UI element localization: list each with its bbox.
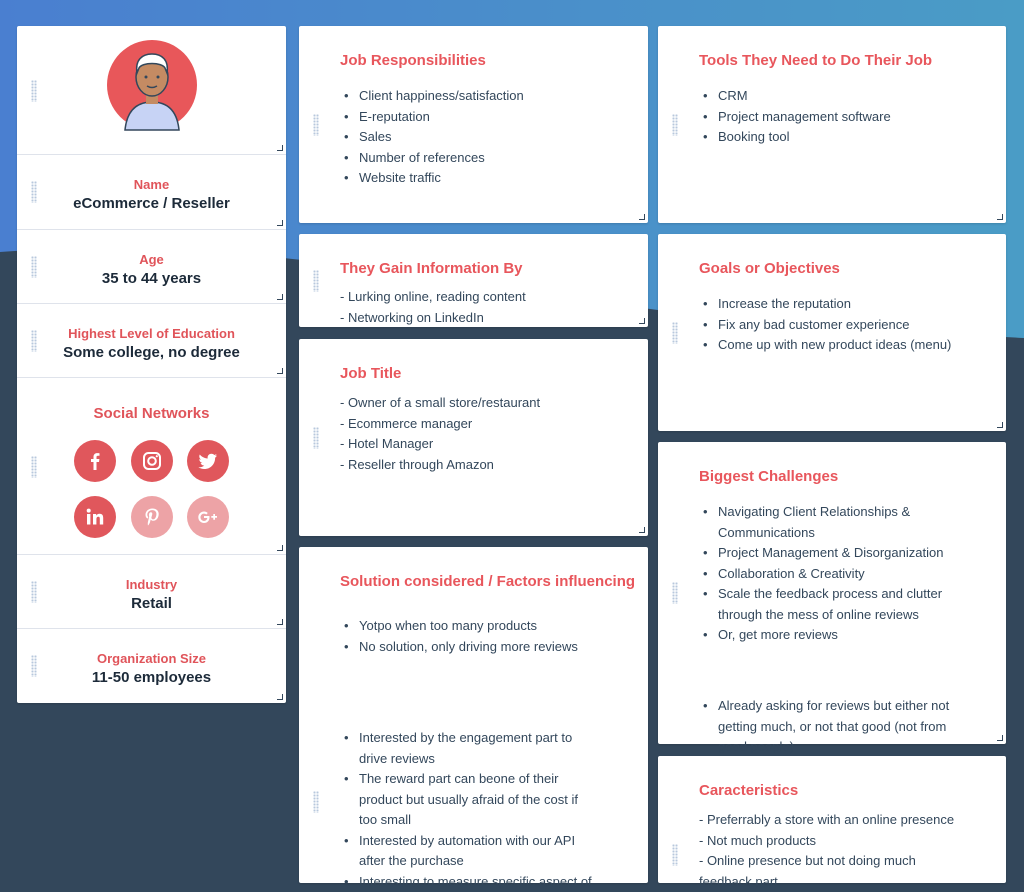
resize-handle[interactable] <box>639 214 645 220</box>
list-item: • Increase the reputation <box>718 294 951 315</box>
resize-handle[interactable] <box>639 527 645 533</box>
list-item: - Ecommerce manager <box>340 414 540 435</box>
list-item: • Interested by automation with our API after the purchase <box>359 831 599 872</box>
drag-handle[interactable] <box>31 80 37 102</box>
resize-handle[interactable] <box>277 220 283 226</box>
resize-handle[interactable] <box>639 318 645 324</box>
organization-size-field <box>17 629 286 703</box>
industry-field <box>17 555 286 629</box>
twitter-icon[interactable] <box>187 440 229 482</box>
characteristics-title: Caracteristics <box>699 782 798 799</box>
solution-card <box>299 547 648 883</box>
education-label: Highest Level of Education <box>17 326 286 341</box>
resize-handle[interactable] <box>277 368 283 374</box>
list-item: • Collaboration & Creativity <box>718 564 973 585</box>
goals-list <box>718 294 951 356</box>
industry-value: Retail <box>17 595 286 612</box>
list-item: • Project management software <box>718 107 891 128</box>
job-title-card <box>299 339 648 536</box>
list-item: • Client happiness/satisfaction <box>359 86 524 107</box>
drag-handle[interactable] <box>313 791 319 813</box>
challenges-title: Biggest Challenges <box>699 468 838 485</box>
resize-handle[interactable] <box>277 294 283 300</box>
drag-handle[interactable] <box>313 270 319 292</box>
list-item: • Booking tool <box>718 127 891 148</box>
resize-handle[interactable] <box>997 422 1003 428</box>
age-label: Age <box>17 252 286 267</box>
drag-handle[interactable] <box>31 655 37 677</box>
job-title-title: Job Title <box>340 365 401 382</box>
name-label: Name <box>17 177 286 192</box>
avatar <box>107 40 197 130</box>
list-item: • Sales <box>359 127 524 148</box>
list-item: - Hotel Manager <box>340 434 540 455</box>
list-item: feedback part <box>699 872 954 892</box>
tools-title: Tools They Need to Do Their Job <box>699 52 932 69</box>
list-item: • Project Management & Disorganization <box>718 543 973 564</box>
list-item: - Lurking online, reading content <box>340 287 526 308</box>
list-item: • Navigating Client Relationships & Communications <box>718 502 973 543</box>
age-value: 35 to 44 years <box>17 270 286 287</box>
social-networks-section <box>17 378 286 555</box>
industry-label: Industry <box>17 577 286 592</box>
tools-card <box>658 26 1006 223</box>
drag-handle[interactable] <box>672 844 678 866</box>
drag-handle[interactable] <box>31 181 37 203</box>
instagram-icon[interactable] <box>131 440 173 482</box>
information-list <box>340 287 526 328</box>
name-field <box>17 155 286 230</box>
drag-handle[interactable] <box>672 114 678 136</box>
drag-handle[interactable] <box>31 330 37 352</box>
drag-handle[interactable] <box>672 322 678 344</box>
list-item: • Interesting to measure specific aspect of <box>359 872 599 892</box>
job-responsibilities-list <box>359 86 524 189</box>
list-item: - Owner of a small store/restaurant <box>340 393 540 414</box>
resize-handle[interactable] <box>997 214 1003 220</box>
linkedin-icon[interactable] <box>74 496 116 538</box>
pinterest-icon[interactable] <box>131 496 173 538</box>
resize-handle[interactable] <box>277 545 283 551</box>
solution-title: Solution considered / Factors influencing <box>340 573 606 590</box>
challenges-list <box>718 502 973 646</box>
list-item: • Scale the feedback process and clutter through the mess of online reviews <box>718 584 973 625</box>
tools-list <box>718 86 891 148</box>
list-item: • Number of references <box>359 148 524 169</box>
goals-title: Goals or Objectives <box>699 260 840 277</box>
job-title-list <box>340 393 540 475</box>
resize-handle[interactable] <box>277 694 283 700</box>
drag-handle[interactable] <box>31 581 37 603</box>
list-item: • Interested by the engagement part to drive reviews <box>359 728 599 769</box>
list-item: - Not much products <box>699 831 954 852</box>
list-item: • Fix any bad customer experience <box>718 315 951 336</box>
characteristics-card <box>658 756 1006 883</box>
job-responsibilities-card <box>299 26 648 223</box>
google-plus-icon[interactable] <box>187 496 229 538</box>
information-card <box>299 234 648 327</box>
resize-handle[interactable] <box>277 619 283 625</box>
organization-size-value: 11-50 employees <box>17 669 286 686</box>
challenges-card <box>658 442 1006 744</box>
characteristics-list <box>699 810 954 892</box>
list-item: - Reseller through Amazon <box>340 455 540 476</box>
list-item: • CRM <box>718 86 891 107</box>
resize-handle[interactable] <box>997 735 1003 741</box>
age-field <box>17 230 286 304</box>
drag-handle[interactable] <box>31 256 37 278</box>
challenges-list-more <box>718 696 973 758</box>
goals-card <box>658 234 1006 431</box>
education-value: Some college, no degree <box>17 344 286 361</box>
solution-list <box>359 616 609 657</box>
list-item: • The reward part can beone of their product but usually afraid of the cost if too small <box>359 769 599 831</box>
drag-handle[interactable] <box>313 114 319 136</box>
job-responsibilities-title: Job Responsibilities <box>340 52 486 69</box>
education-field <box>17 304 286 378</box>
information-title: They Gain Information By <box>340 260 523 277</box>
list-item: • Website traffic <box>359 168 524 189</box>
avatar-section <box>17 26 286 155</box>
drag-handle[interactable] <box>31 456 37 478</box>
organization-size-label: Organization Size <box>17 651 286 666</box>
list-item: • No solution, only driving more reviews <box>359 637 609 658</box>
name-value: eCommerce / Reseller <box>17 195 286 212</box>
list-item: • Yotpo when too many products <box>359 616 609 637</box>
solution-list-more <box>359 728 599 892</box>
list-item: • Come up with new product ideas (menu) <box>718 335 951 356</box>
drag-handle[interactable] <box>672 582 678 604</box>
drag-handle[interactable] <box>313 427 319 449</box>
list-item: • E-reputation <box>359 107 524 128</box>
list-item: - Preferrably a store with an online presence <box>699 810 954 831</box>
facebook-icon[interactable] <box>74 440 116 482</box>
profile-card <box>17 26 286 703</box>
list-item: - Online presence but not doing much <box>699 851 954 872</box>
list-item: • Already asking for reviews but either not getting much, or not that good (not from good people) <box>718 696 973 758</box>
social-networks-title: Social Networks <box>17 405 286 422</box>
resize-handle[interactable] <box>277 145 283 151</box>
list-item: • Or, get more reviews <box>718 625 973 646</box>
list-item: - Networking on LinkedIn <box>340 308 526 329</box>
